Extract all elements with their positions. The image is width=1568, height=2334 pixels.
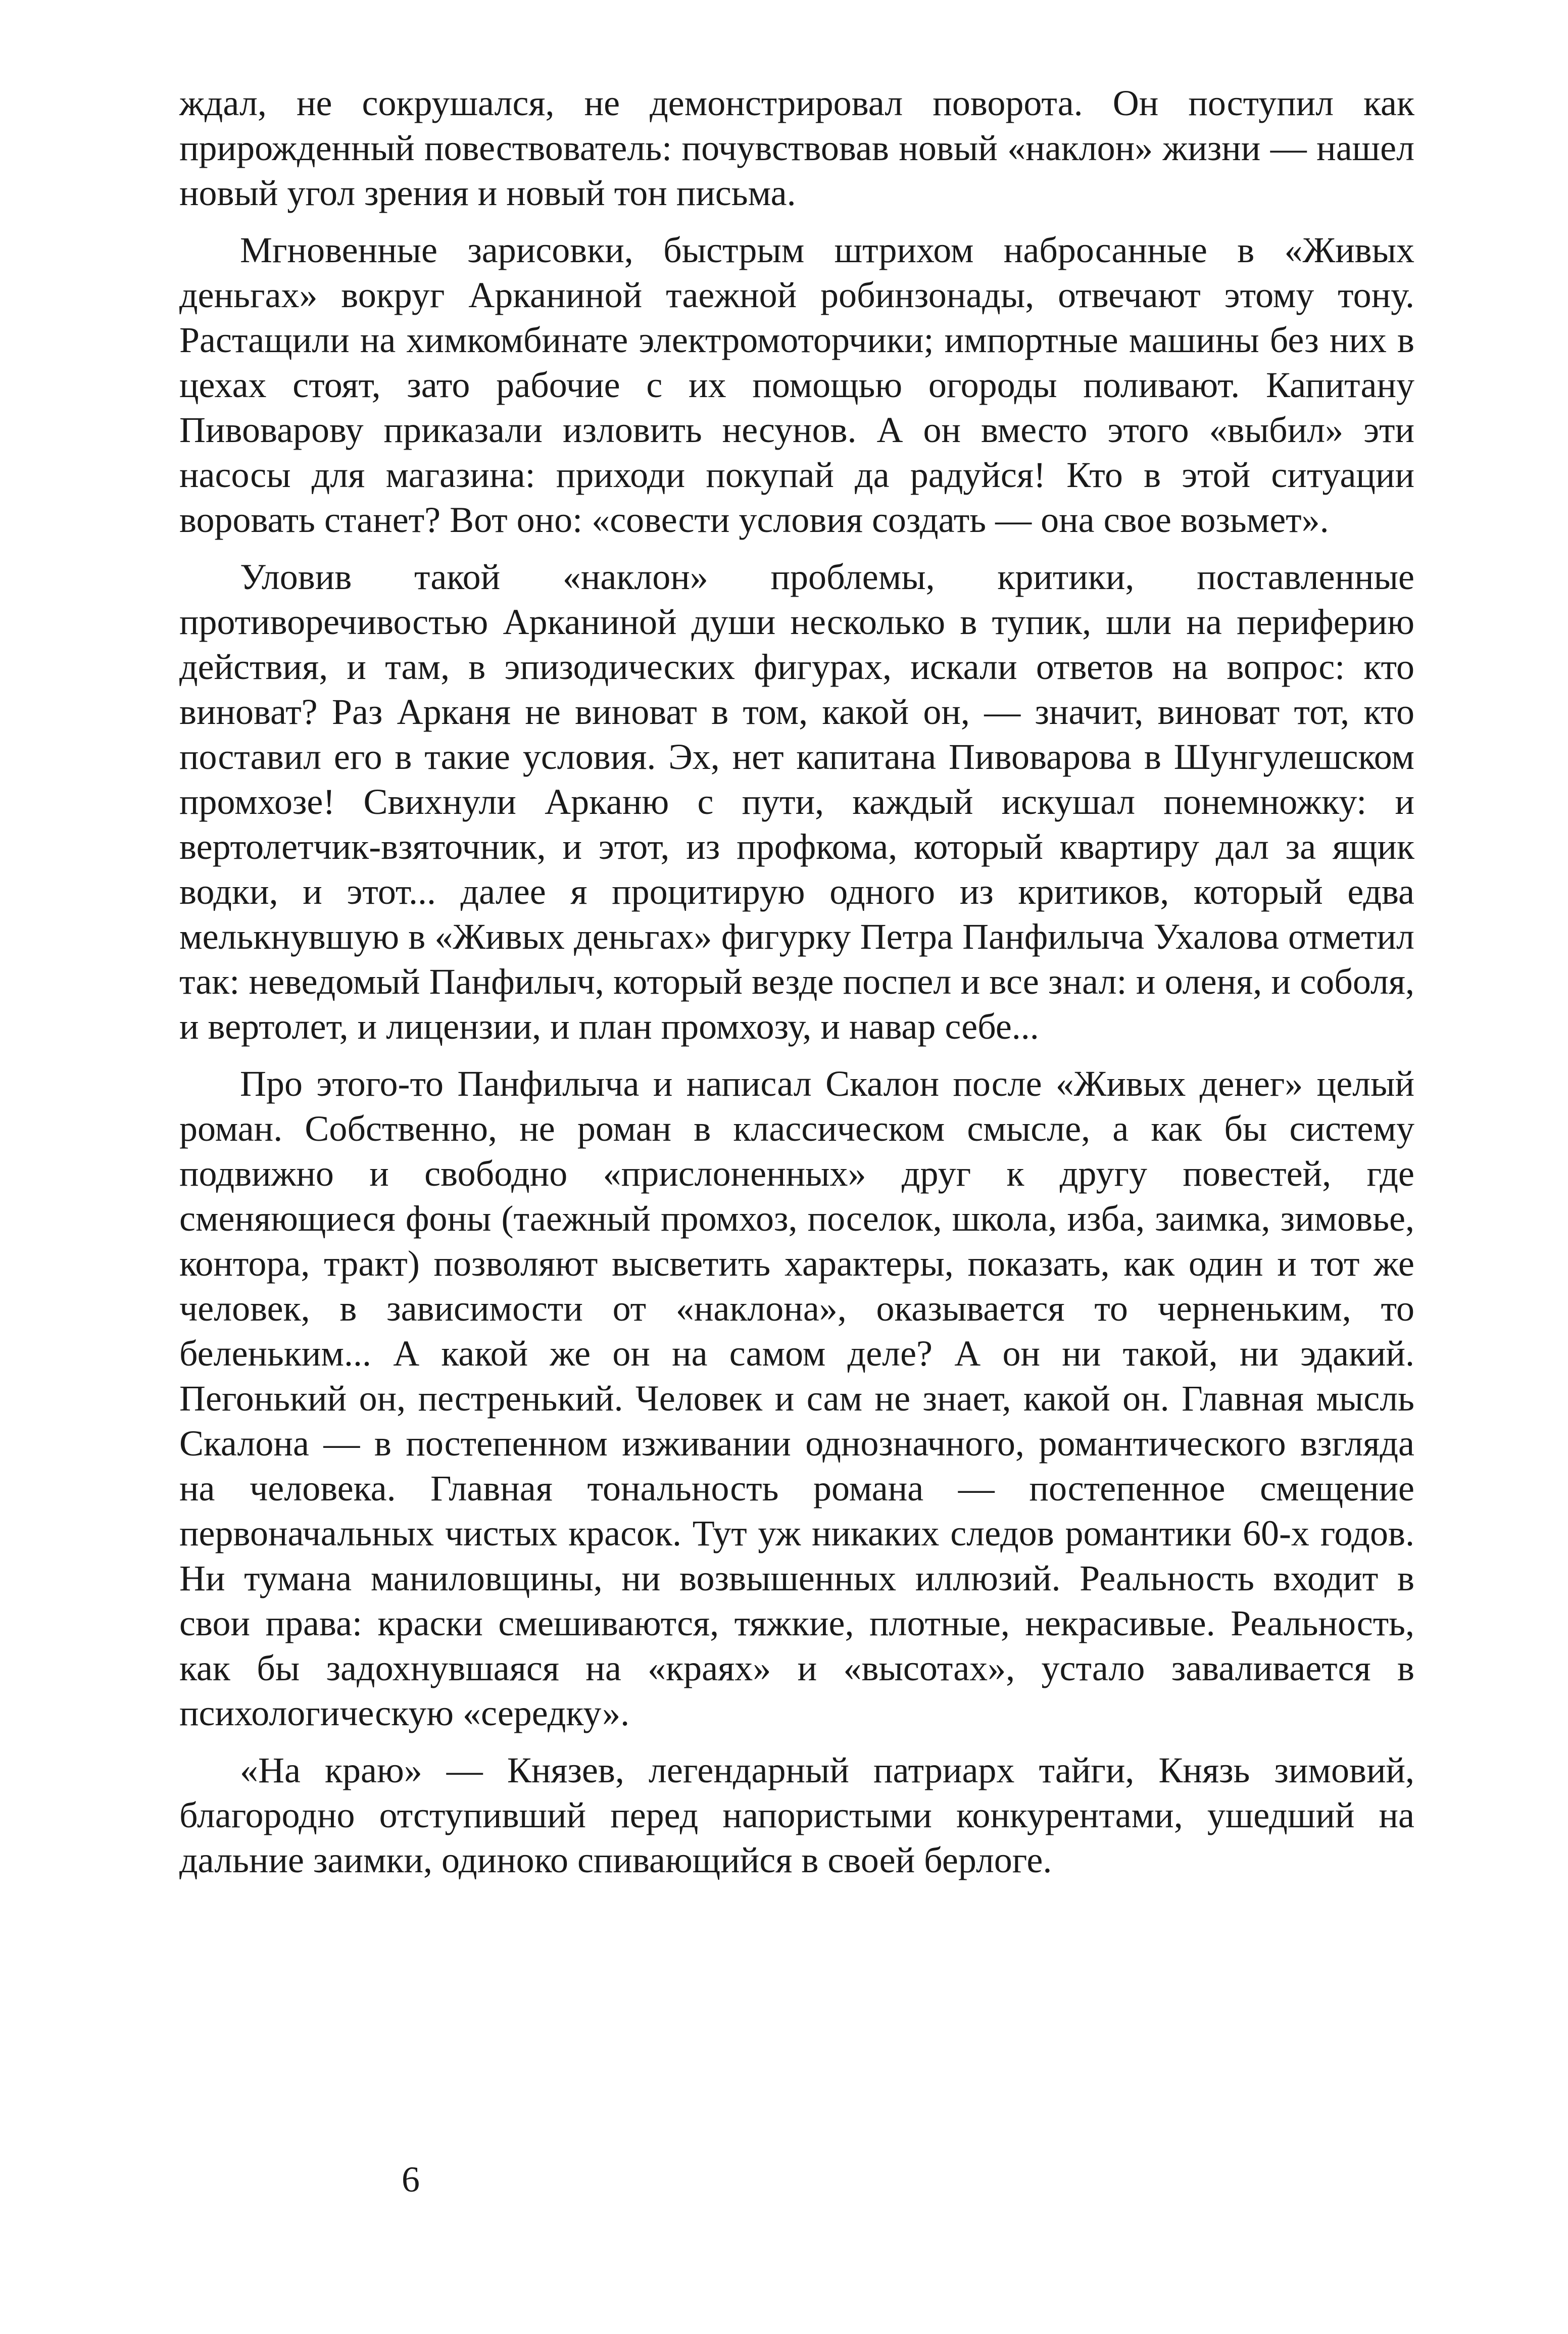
paragraph: Про этого-то Панфилыча и написал Скалон после «Живых денег» целый роман. Собственно, не роман в классическом смысле, а как бы систему подвижно и свободно «прислоненных» друг к другу повестей, где сменяющиеся фоны (таежный промхоз, поселок, школа, изба, заимка, зимовье, контора, тракт) позволяют высветить характеры, показать, как один и тот же человек, в зависимости от «наклона», оказывается то черненьким, то беленьким... А какой же он на самом деле? А он ни такой, ни эдакий. Пегонький он, пестренький. Человек и сам не знает, какой он. Главная мысль Скалона — в постепенном изживании однозначного, романтического взгляда на человека. Главная тональность романа — постепенное смещение первоначальных чистых красок. Тут уж никаких следов романтики 60-х годов. Ни тумана маниловщины, ни возвышенных иллюзий. Реальность входит в свои права: краски смешиваются, тяжкие, плотные, некрасивые. Реальность, как бы задохнувшаяся на «краях» и «высотах», устало заваливается в психологическую «середку». (179, 1063, 1414, 1733)
paragraph: «На краю» — Князев, легендарный патриарх тайги, Князь зимовий, благородно отступивший перед напористыми конкурентами, ушедший на дальние заимки, одиноко спивающийся в своей берлоге. (179, 1750, 1414, 1880)
paragraph: Уловив такой «наклон» проблемы, критики, поставленные противоречивостью Арканиной души несколько в тупик, шли на периферию действия, и там, в эпизодических фигурах, искали ответов на вопрос: кто виноват? Раз Арканя не виноват в том, какой он, — значит, виноват тот, кто поставил его в такие условия. Эх, нет капитана Пивоварова в Шунгулешском промхозе! Свихнули Арканю с пути, каждый искушал понемножку: и вертолетчик-взяточник, и этот, из профкома, который квартиру дал за ящик водки, и этот... далее я процитирую одного из критиков, который едва мелькнувшую в «Живых деньгах» фигурку Петра Панфилыча Ухалова отметил так: неведомый Панфилыч, который везде поспел и все знал: и оленя, и соболя, и вертолет, и лицензии, и план промхозу, и навар себе... (179, 557, 1414, 1047)
paragraph: ждал, не сокрушался, не демонстрировал поворота. Он поступил как прирожденный повествователь: почувствовав новый «наклон» жизни — нашел новый угол зрения и новый тон письма. (179, 83, 1414, 213)
page-number: 6 (402, 2159, 420, 2200)
body-text (179, 81, 1414, 1895)
paragraph: Мгновенные зарисовки, быстрым штрихом набросанные в «Живых деньгах» вокруг Арканиной таежной робинзонады, отвечают этому тону. Растащили на химкомбинате электромоторчики; импортные машины без них в цехах стоят, зато рабочие с их помощью огороды поливают. Капитану Пивоварову приказали изловить несунов. А он вместо этого «выбил» эти насосы для магазина: приходи покупай да радуйся! Кто в этой ситуации воровать станет? Вот оно: «совести условия создать — она свое возьмет». (179, 230, 1414, 540)
